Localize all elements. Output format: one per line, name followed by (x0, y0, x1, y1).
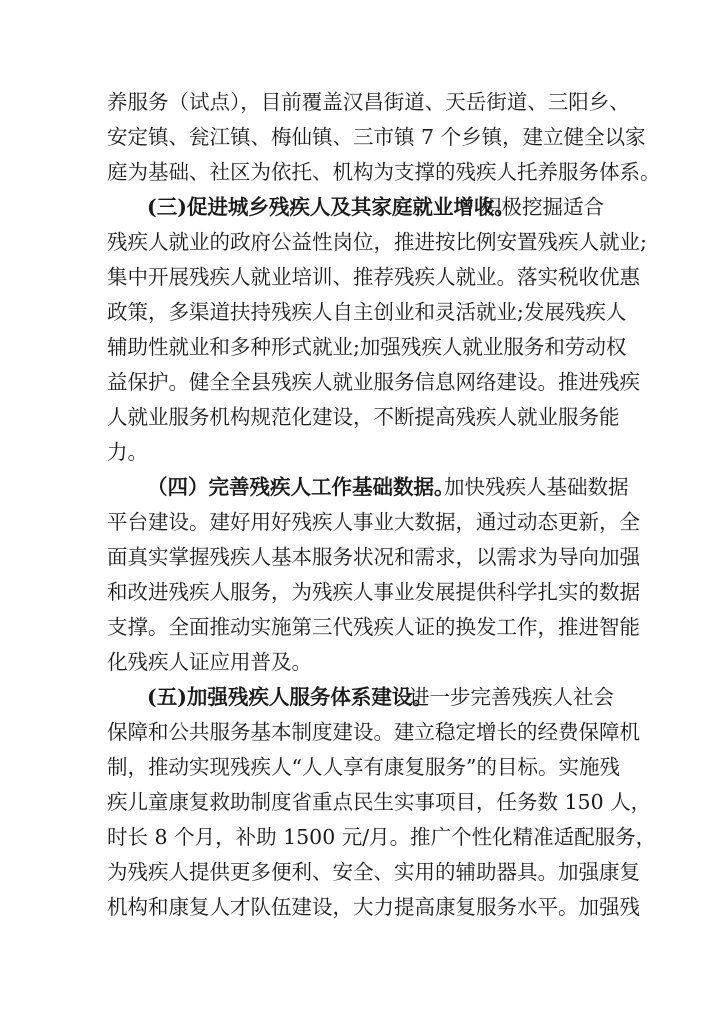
paragraph-line (0, 82, 714, 122)
section-heading-line (0, 467, 714, 507)
line-text: 保障和公共服务基本制度建设。建立稳定增长的经费保障机 (107, 720, 640, 744)
paragraph-line (0, 397, 714, 437)
paragraph-line (0, 117, 714, 157)
line-text: 支撑。全面推动实施第三代残疾人证的换发工作，推进智能 (107, 615, 640, 639)
line-text: 疾儿童康复救助制度省重点民生实事项目，任务数 150 人， (107, 790, 652, 814)
paragraph-line (0, 292, 714, 332)
line-text: 残疾人就业的政府公益性岗位，推进按比例安置残疾人就业; (107, 230, 647, 254)
section-heading-line (0, 677, 714, 717)
paragraph-line (0, 537, 714, 577)
line-text: 化残疾人证应用普及。 (107, 650, 312, 674)
line-text: 时长 8 个月，补助 1500 元/月。推广个性化精准适配服务， (107, 825, 657, 849)
section-4-heading: （四）完善残疾人工作基础数据。 (147, 475, 455, 499)
paragraph-line (0, 607, 714, 647)
section-3-heading: (三)促进城乡残疾人及其家庭就业增收。 (147, 195, 515, 219)
line-text: 面真实掌握残疾人基本服务状况和需求，以需求为导向加强 (107, 545, 640, 569)
paragraph-line (0, 782, 714, 822)
paragraph-line (0, 712, 714, 752)
paragraph-line (0, 887, 714, 927)
line-text: 平台建设。建好用好残疾人事业大数据，通过动态更新，全 (107, 510, 640, 534)
section-5-heading: (五)加强残疾人服务体系建设。 (147, 685, 433, 709)
paragraph-line (0, 502, 714, 542)
line-text: 机构和康复人才队伍建设，大力提高康复服务水平。加强残 (107, 895, 640, 919)
line-text: 益保护。健全全县残疾人就业服务信息网络建设。推进残疾 (107, 370, 640, 394)
line-text: 集中开展残疾人就业培训、推荐残疾人就业。落实税收优惠 (107, 265, 640, 289)
line-text: 和改进残疾人服务，为残疾人事业发展提供科学扎实的数据 (107, 580, 640, 604)
paragraph-line (0, 852, 714, 892)
line-text: 进一步完善残疾人社会 (409, 685, 614, 709)
paragraph-line (0, 642, 714, 682)
line-text: 养服务（试点），目前覆盖汉昌街道、天岳街道、三阳乡、 (107, 90, 630, 114)
line-text: 力。 (107, 440, 148, 464)
paragraph-line (0, 222, 714, 262)
line-text: 人就业服务机构规范化建设，不断提高残疾人就业服务能 (107, 405, 620, 429)
paragraph-line (0, 152, 714, 192)
paragraph-line (0, 817, 714, 857)
line-text: 政策，多渠道扶持残疾人自主创业和灵活就业;发展残疾人 (107, 300, 627, 324)
line-text: 加快残疾人基础数据 (444, 475, 629, 499)
paragraph-line (0, 327, 714, 367)
paragraph-line (0, 257, 714, 297)
line-text: 为残疾人提供更多便利、安全、实用的辅助器具。加强康复 (107, 860, 640, 884)
paragraph-line (0, 432, 714, 472)
line-text: 积极挖掘适合 (481, 195, 604, 219)
paragraph-line (0, 747, 714, 787)
line-text: 安定镇、瓮江镇、梅仙镇、三市镇 7 个乡镇，建立健全以家 (107, 125, 646, 149)
line-text: 辅助性就业和多种形式就业;加强残疾人就业服务和劳动权 (107, 335, 627, 359)
line-text: 制，推动实现残疾人“人人享有康复服务”的目标。实施残 (107, 755, 620, 779)
section-heading-line (0, 187, 714, 227)
line-text: 庭为基础、社区为依托、机构为支撑的残疾人托养服务体系。 (107, 160, 661, 184)
paragraph-line (0, 572, 714, 612)
paragraph-line (0, 362, 714, 402)
